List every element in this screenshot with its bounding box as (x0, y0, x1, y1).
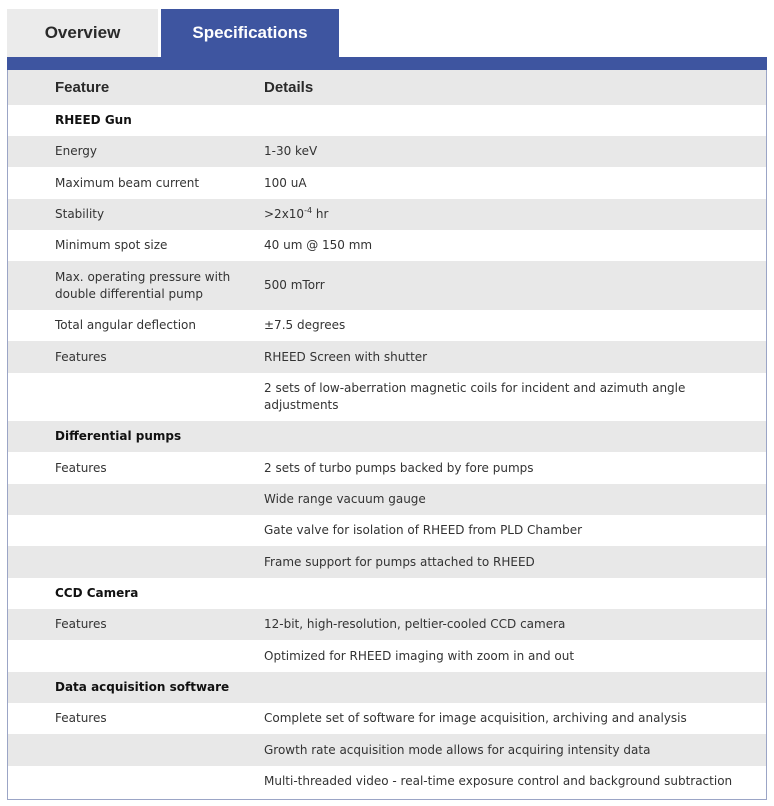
details-cell (264, 317, 744, 334)
details-cell (264, 206, 744, 223)
section-title: RHEED Gun (55, 113, 132, 127)
details-superscript: -4 (304, 206, 313, 215)
details-cell (264, 648, 744, 665)
feature-cell: Total angular deflection (55, 318, 196, 332)
table-row (8, 230, 766, 261)
table-body (8, 105, 766, 796)
tab-specifications[interactable]: Specifications (161, 9, 339, 57)
table-row (8, 766, 766, 796)
tab-underline-band (7, 57, 767, 70)
table-row (8, 373, 766, 421)
details-text: Wide range vacuum gauge (264, 492, 426, 506)
feature-cell: Maximum beam current (55, 175, 200, 190)
details-text: Gate valve for isolation of RHEED from PLD Chamber (264, 523, 583, 537)
details-text: 100 uA (264, 175, 307, 190)
details-text: Growth rate acquisition mode allows for acquiring intensity data (264, 742, 651, 757)
details-text: 1-30 keV (264, 144, 318, 158)
feature-cell: Features (55, 711, 107, 725)
details-text: 2 sets of low-aberration magnetic coils for incident and azimuth angle adjustments (264, 381, 686, 412)
table-header-row (8, 70, 766, 105)
table-row (8, 261, 766, 310)
details-cell (264, 742, 744, 759)
table-row (8, 136, 766, 167)
table-row (8, 734, 766, 766)
details-cell (264, 522, 744, 539)
details-cell (264, 460, 744, 477)
table-row (8, 341, 766, 373)
header-feature: Feature (55, 79, 110, 96)
table-row (8, 640, 766, 672)
table-row (8, 199, 766, 230)
details-text: Optimized for RHEED imaging with zoom in and out (264, 648, 575, 663)
section-title: Data acquisition software (55, 680, 230, 694)
details-text: Complete set of software for image acquisition, archiving and analysis (264, 711, 687, 725)
feature-cell: Features (55, 349, 107, 364)
table-row (8, 546, 766, 578)
tab-overview[interactable]: Overview (7, 9, 158, 57)
feature-cell: Energy (55, 144, 98, 158)
details-cell (264, 710, 744, 727)
feature-cell: Features (55, 460, 107, 475)
table-row (8, 703, 766, 734)
section-title: Differential pumps (55, 429, 182, 443)
details-text: 40 um @ 150 mm (264, 238, 373, 252)
section-row (8, 105, 766, 136)
tab-bar (7, 9, 767, 57)
details-cell (264, 380, 744, 414)
header-details: Details (264, 79, 314, 96)
table-row (8, 484, 766, 515)
section-row (8, 578, 766, 609)
details-cell (264, 277, 744, 294)
table-row (8, 167, 766, 199)
section-row (8, 672, 766, 703)
details-cell (264, 237, 744, 254)
details-cell (264, 175, 744, 192)
feature-cell: Max. operating pressure with double differential pump (55, 269, 231, 301)
specifications-table (7, 70, 767, 800)
table-row (8, 310, 766, 341)
details-text: ±7.5 degrees (264, 318, 346, 332)
details-text: 12-bit, high-resolution, peltier-cooled CCD camera (264, 617, 566, 631)
feature-cell: Features (55, 617, 107, 631)
details-text: RHEED Screen with shutter (264, 349, 428, 364)
details-suffix: hr (312, 207, 329, 221)
details-cell (264, 554, 744, 571)
details-text: 500 mTorr (264, 278, 325, 292)
details-text: >2x10 (264, 207, 305, 221)
details-cell (264, 349, 744, 366)
details-cell (264, 773, 744, 790)
feature-cell: Stability (55, 207, 105, 221)
details-cell (264, 616, 744, 633)
table-row (8, 452, 766, 484)
feature-cell: Minimum spot size (55, 238, 168, 252)
details-cell (264, 143, 744, 160)
table-row (8, 515, 766, 546)
section-row (8, 421, 766, 452)
details-cell (264, 491, 744, 508)
details-text: Frame support for pumps attached to RHEED (264, 554, 535, 569)
details-text: 2 sets of turbo pumps backed by fore pumps (264, 460, 534, 475)
details-text: Multi-threaded video - real-time exposure control and background subtraction (264, 773, 733, 788)
section-title: CCD Camera (55, 586, 139, 600)
table-row (8, 609, 766, 640)
